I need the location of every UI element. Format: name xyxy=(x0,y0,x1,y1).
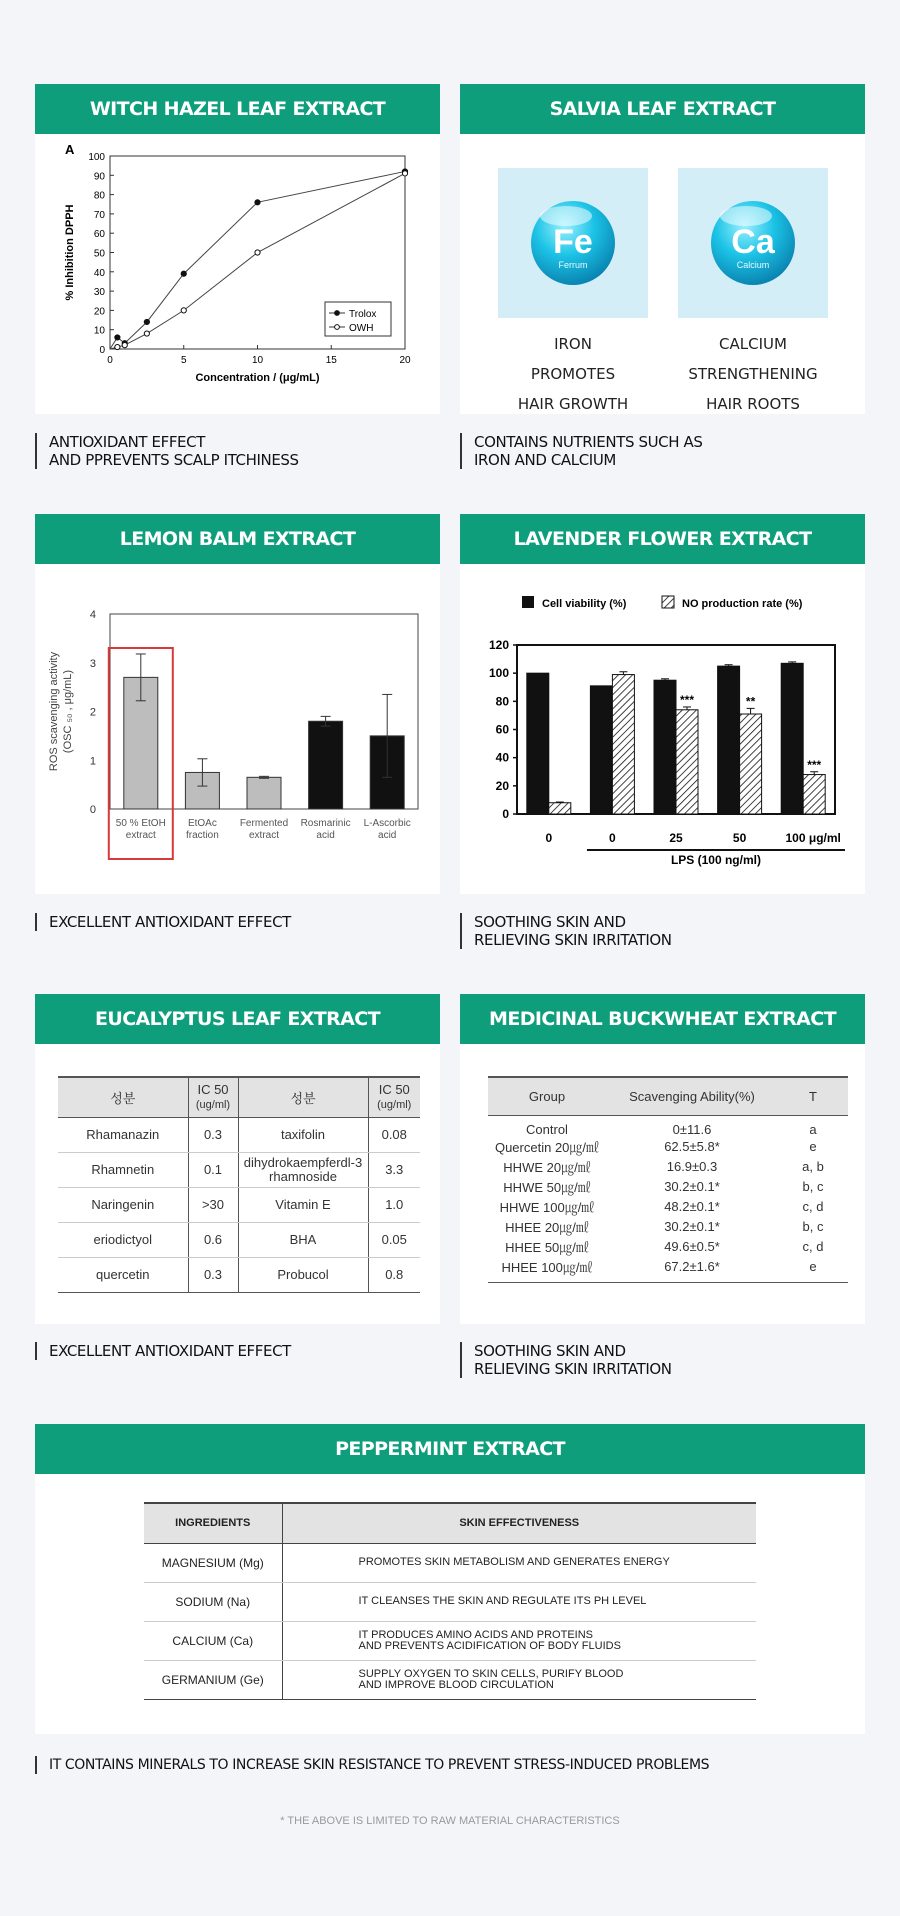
cell-line: IT PRODUCES AMINO ACIDS AND PROTEINS xyxy=(358,1628,594,1641)
data-point-trolox xyxy=(181,271,186,276)
eucalyptus-ic50-table xyxy=(58,1076,420,1293)
ros-scavenging-chart xyxy=(35,564,440,894)
bar-no-production xyxy=(803,775,825,814)
table-cell: 0.8 xyxy=(368,1257,420,1292)
table-cell: >30 xyxy=(188,1187,238,1222)
col-ic50 xyxy=(368,1077,420,1117)
table-row xyxy=(58,1257,420,1292)
table-cell: MAGNESIUM (Mg) xyxy=(144,1543,282,1582)
table-cell: HHEE 100㎍/㎖ xyxy=(488,1257,606,1283)
table-row xyxy=(488,1237,848,1257)
group-label: LPS (100 ng/ml) xyxy=(670,853,761,867)
table-row xyxy=(58,1152,420,1187)
caption-line: CONTAINS NUTRIENTS SUCH AS xyxy=(474,433,703,451)
bar-cell-viability xyxy=(590,686,612,814)
table-cell: 0±11.6 xyxy=(672,1121,712,1137)
calcium-image xyxy=(678,168,828,318)
data-point-owh xyxy=(144,331,149,336)
legend-swatch xyxy=(522,596,534,608)
legend-label: OWH xyxy=(349,323,374,334)
y-tick-label: 80 xyxy=(93,190,105,202)
header-text: IC 50 xyxy=(378,1081,410,1097)
lemon-balm-title: LEMON BALM EXTRACT xyxy=(35,514,440,564)
table-row xyxy=(488,1137,848,1157)
cell-line: PROMOTES SKIN METABOLISM AND GENERATES ENERGY xyxy=(358,1556,670,1568)
table-cell xyxy=(282,1582,756,1621)
table-cell: 49.6±0.5* xyxy=(664,1239,720,1254)
label-line: STRENGTHENING xyxy=(688,365,818,383)
col-ingredients: INGREDIENTS xyxy=(144,1503,282,1543)
col-group: Group xyxy=(488,1077,606,1115)
x-tick-label: acid xyxy=(316,830,335,841)
table-cell xyxy=(282,1543,756,1582)
x-tick-label: 0 xyxy=(545,831,553,845)
lavender-card xyxy=(460,514,865,894)
cell-line: AND PREVENTS ACIDIFICATION OF BODY FLUIDS xyxy=(358,1639,621,1652)
y-tick-label: 1 xyxy=(89,755,96,768)
x-tick-label: fraction xyxy=(186,830,219,841)
label-line: IRON xyxy=(554,335,592,353)
x-tick-label: 100 μg/ml xyxy=(785,831,841,845)
buckwheat-scavenging-table xyxy=(488,1076,848,1283)
x-tick-label: 0 xyxy=(609,831,616,845)
table-row xyxy=(488,1115,848,1137)
peppermint-minerals-table xyxy=(144,1502,756,1700)
dpph-inhibition-chart xyxy=(35,134,440,414)
caption-line: RELIEVING SKIN IRRITATION xyxy=(474,931,672,949)
calcium-orb-icon xyxy=(678,168,828,318)
witch-hazel-caption xyxy=(35,433,299,469)
data-point-owh xyxy=(115,344,120,349)
table-cell: e xyxy=(778,1257,848,1283)
data-point-trolox xyxy=(115,335,120,340)
table-cell: BHA xyxy=(238,1222,368,1257)
table-cell: Rhamnetin xyxy=(58,1152,188,1187)
label-line: HAIR ROOTS xyxy=(706,395,800,413)
lemon-balm-caption xyxy=(35,913,291,931)
bar-no-production xyxy=(549,803,571,814)
caption-line: EXCELLENT ANTIOXIDANT EFFECT xyxy=(49,1342,291,1360)
table-cell xyxy=(238,1152,368,1187)
bar-cell-viability xyxy=(527,673,549,814)
salvia-title: SALVIA LEAF EXTRACT xyxy=(460,84,865,134)
footnote: * THE ABOVE IS LIMITED TO RAW MATERIAL CHARACTERISTICS xyxy=(280,1815,620,1827)
legend-label: Cell viability (%) xyxy=(542,598,627,610)
cell-viability-chart xyxy=(460,564,865,894)
data-point-owh xyxy=(255,250,260,255)
cell-line: rhamnoside xyxy=(269,1168,337,1184)
table-cell: Vitamin E xyxy=(238,1187,368,1222)
table-row xyxy=(488,1177,848,1197)
table-header-row xyxy=(144,1503,756,1543)
table-cell: eriodictyol xyxy=(58,1222,188,1257)
table-cell: Probucol xyxy=(238,1257,368,1292)
lemon-balm-card xyxy=(35,514,440,894)
caption-line: EXCELLENT ANTIOXIDANT EFFECT xyxy=(49,913,291,931)
table-cell: HHWE 20㎍/㎖ xyxy=(503,1160,591,1175)
table-cell: Rhamanazin xyxy=(58,1117,188,1152)
y-tick-label: 60 xyxy=(93,229,105,241)
table-cell: 30.2±0.1* xyxy=(664,1219,720,1234)
caption-line: SOOTHING SKIN AND xyxy=(474,913,626,931)
calcium-label xyxy=(673,329,833,419)
table-cell: Naringenin xyxy=(58,1187,188,1222)
significance-label: *** xyxy=(807,757,822,772)
y-tick-label: 60 xyxy=(495,722,509,737)
cell-line: AND IMPROVE BLOOD CIRCULATION xyxy=(358,1678,554,1691)
caption-line: RELIEVING SKIN IRRITATION xyxy=(474,1360,672,1378)
calcium-name: Calcium xyxy=(736,260,770,270)
bar-cell-viability xyxy=(654,680,676,814)
data-point-owh xyxy=(402,171,407,176)
bar-cell-viability xyxy=(718,666,740,814)
table-cell: 67.2±1.6* xyxy=(606,1257,778,1283)
x-axis-label: Concentration / (μg/mL) xyxy=(195,372,320,384)
data-point-owh xyxy=(181,308,186,313)
y-tick-label: 70 xyxy=(93,209,105,221)
caption-line: AND PPREVENTS SCALP ITCHINESS xyxy=(49,451,299,469)
table-header-row xyxy=(58,1077,420,1117)
x-tick-label: 10 xyxy=(251,355,264,366)
table-cell: 16.9±0.3 xyxy=(666,1159,718,1174)
table-cell: Control xyxy=(526,1121,568,1137)
y-tick-label: 3 xyxy=(89,657,96,670)
header-unit: (ug/ml) xyxy=(377,1098,412,1111)
table-cell: 48.2±0.1* xyxy=(664,1199,720,1214)
y-tick-label: 4 xyxy=(89,609,96,621)
table-row xyxy=(58,1187,420,1222)
table-cell: e xyxy=(809,1139,817,1154)
table-cell: 0.6 xyxy=(188,1222,238,1257)
y-tick-label: 120 xyxy=(488,638,509,652)
table-cell: SODIUM (Na) xyxy=(144,1582,282,1621)
significance-label: *** xyxy=(679,692,695,707)
witch-hazel-title: WITCH HAZEL LEAF EXTRACT xyxy=(35,84,440,134)
table-cell: Quercetin 20㎍/㎖ xyxy=(494,1140,600,1155)
y-tick-label: 0 xyxy=(99,345,105,356)
eucalyptus-caption xyxy=(35,1342,291,1360)
col-ic50 xyxy=(188,1077,238,1117)
iron-image xyxy=(498,168,648,318)
buckwheat-caption xyxy=(460,1342,672,1378)
lavender-caption xyxy=(460,913,672,949)
table-cell: 62.5±5.8* xyxy=(664,1139,720,1154)
salvia-caption xyxy=(460,433,702,469)
cell-line: SUPPLY OXYGEN TO SKIN CELLS, PURIFY BLOOD xyxy=(358,1667,624,1680)
y-tick-label: 40 xyxy=(93,267,105,279)
table-cell: taxifolin xyxy=(238,1117,368,1152)
table-row xyxy=(58,1117,420,1152)
table-row xyxy=(58,1222,420,1257)
bar-no-production xyxy=(612,675,634,814)
table-cell: a xyxy=(809,1121,817,1137)
table-cell: c, d xyxy=(802,1199,824,1214)
peppermint-caption xyxy=(35,1756,709,1774)
x-tick-label: 20 xyxy=(399,355,411,366)
y-tick-label: 100 xyxy=(488,666,509,681)
x-tick-label: 15 xyxy=(325,355,337,366)
buckwheat-title: MEDICINAL BUCKWHEAT EXTRACT xyxy=(460,994,865,1044)
table-cell: b, c xyxy=(802,1219,824,1234)
y-tick-label: 2 xyxy=(89,706,96,719)
table-cell: c, d xyxy=(802,1239,824,1254)
iron-label xyxy=(493,329,653,419)
y-tick-label: 80 xyxy=(495,694,509,709)
table-header-row xyxy=(488,1077,848,1115)
y-axis-label: (OSC ₅₀ , μg/mL) xyxy=(62,669,74,754)
table-cell: HHWE 100㎍/㎖ xyxy=(499,1200,595,1215)
col-effectiveness: SKIN EFFECTIVENESS xyxy=(282,1503,756,1543)
eucalyptus-title: EUCALYPTUS LEAF EXTRACT xyxy=(35,994,440,1044)
data-point-owh xyxy=(122,343,127,348)
y-tick-label: 30 xyxy=(93,287,105,299)
legend-marker xyxy=(335,311,340,316)
x-tick-label: 5 xyxy=(180,355,187,366)
cell-line: IT CLEANSES THE SKIN AND REGULATE ITS PH LEVEL xyxy=(358,1595,647,1607)
y-tick-label: 90 xyxy=(93,171,105,183)
x-tick-label: 25 xyxy=(669,831,683,845)
x-tick-label: L-Ascorbic xyxy=(363,818,411,829)
table-cell: quercetin xyxy=(58,1257,188,1292)
table-cell: CALCIUM (Ca) xyxy=(144,1621,282,1660)
y-tick-label: 10 xyxy=(93,325,105,337)
y-tick-label: 40 xyxy=(495,750,509,765)
table-row xyxy=(488,1197,848,1217)
table-cell: HHWE 50㎍/㎖ xyxy=(503,1180,591,1195)
panel-label: A xyxy=(65,142,75,157)
table-row xyxy=(488,1157,848,1177)
label-line: CALCIUM xyxy=(719,335,787,353)
x-tick-label: extract xyxy=(248,830,280,841)
table-cell: 0.1 xyxy=(188,1152,238,1187)
bar-cell-viability xyxy=(781,663,803,814)
table-row xyxy=(144,1660,756,1699)
table-cell: 0.3 xyxy=(188,1117,238,1152)
legend-swatch xyxy=(662,596,674,608)
label-line: HAIR GROWTH xyxy=(517,395,629,413)
y-tick-label: 20 xyxy=(93,306,105,318)
y-axis-label: % Inhibition DPPH xyxy=(64,204,76,301)
col-t: T xyxy=(778,1077,848,1115)
y-tick-label: 0 xyxy=(89,804,96,816)
y-tick-label: 20 xyxy=(495,778,509,793)
iron-name: Ferrum xyxy=(558,260,588,270)
iron-symbol: Fe xyxy=(553,223,593,261)
header-text: IC 50 xyxy=(197,1081,229,1097)
table-cell: 30.2±0.1* xyxy=(664,1179,720,1194)
table-row xyxy=(488,1217,848,1237)
col-ingredient: 성분 xyxy=(238,1077,368,1117)
peppermint-title: PEPPERMINT EXTRACT xyxy=(35,1424,865,1474)
caption-line: IRON AND CALCIUM xyxy=(474,451,616,469)
bar-no-production xyxy=(740,714,762,814)
iron-orb-icon xyxy=(498,168,648,318)
y-tick-label: 100 xyxy=(88,152,105,163)
legend-label: NO production rate (%) xyxy=(682,598,803,610)
cell-line: dihydrokaempferdl-3 xyxy=(243,1154,363,1170)
salvia-card xyxy=(460,84,865,414)
label-line: PROMOTES xyxy=(530,365,616,383)
table-cell: a, b xyxy=(802,1159,824,1174)
header-unit: (ug/ml) xyxy=(195,1098,231,1111)
x-tick-label: 50 % EtOH xyxy=(115,818,166,829)
legend-marker xyxy=(335,325,340,330)
x-tick-label: EtOAc xyxy=(187,818,217,829)
lavender-title: LAVENDER FLOWER EXTRACT xyxy=(460,514,865,564)
table-row xyxy=(144,1621,756,1660)
y-tick-label: 50 xyxy=(93,248,105,260)
bar xyxy=(309,721,343,809)
bar-no-production xyxy=(676,710,698,814)
table-row xyxy=(144,1582,756,1621)
table-cell: HHEE 50㎍/㎖ xyxy=(505,1240,589,1255)
table-cell: 0.08 xyxy=(368,1117,420,1152)
data-point-trolox xyxy=(255,200,260,205)
caption-line: ANTIOXIDANT EFFECT xyxy=(49,433,205,451)
table-row xyxy=(144,1543,756,1582)
table-cell: 0.05 xyxy=(368,1222,420,1257)
significance-label: ** xyxy=(745,694,756,709)
x-tick-label: Fermented xyxy=(239,818,289,829)
data-point-trolox xyxy=(144,319,149,324)
witch-hazel-card xyxy=(35,84,440,414)
bar xyxy=(247,777,281,809)
col-scavenging: Scavenging Ability(%) xyxy=(606,1077,778,1115)
table-cell xyxy=(282,1660,756,1699)
x-tick-label: 50 xyxy=(732,831,747,845)
table-cell: 1.0 xyxy=(368,1187,420,1222)
table-cell: HHEE 20㎍/㎖ xyxy=(505,1220,589,1235)
table-cell: 0.3 xyxy=(188,1257,238,1292)
x-tick-label: 0 xyxy=(107,355,113,366)
caption-line: IT CONTAINS MINERALS TO INCREASE SKIN RESISTANCE TO PREVENT STRESS-INDUCED PROBLEMS xyxy=(49,1757,710,1773)
calcium-symbol: Ca xyxy=(731,223,775,261)
col-ingredient: 성분 xyxy=(58,1077,188,1117)
caption-line: SOOTHING SKIN AND xyxy=(474,1342,626,1360)
x-tick-label: acid xyxy=(378,830,397,841)
y-axis-label: ROS scavenging activity xyxy=(48,651,60,772)
table-row xyxy=(488,1257,848,1283)
table-cell xyxy=(282,1621,756,1660)
x-tick-label: extract xyxy=(125,830,156,841)
x-tick-label: Rosmarinic xyxy=(300,818,351,829)
table-cell: 3.3 xyxy=(368,1152,420,1187)
legend-label: Trolox xyxy=(349,309,377,320)
y-tick-label: 0 xyxy=(502,807,509,821)
table-cell: b, c xyxy=(802,1179,824,1194)
table-cell: GERMANIUM (Ge) xyxy=(144,1660,282,1699)
